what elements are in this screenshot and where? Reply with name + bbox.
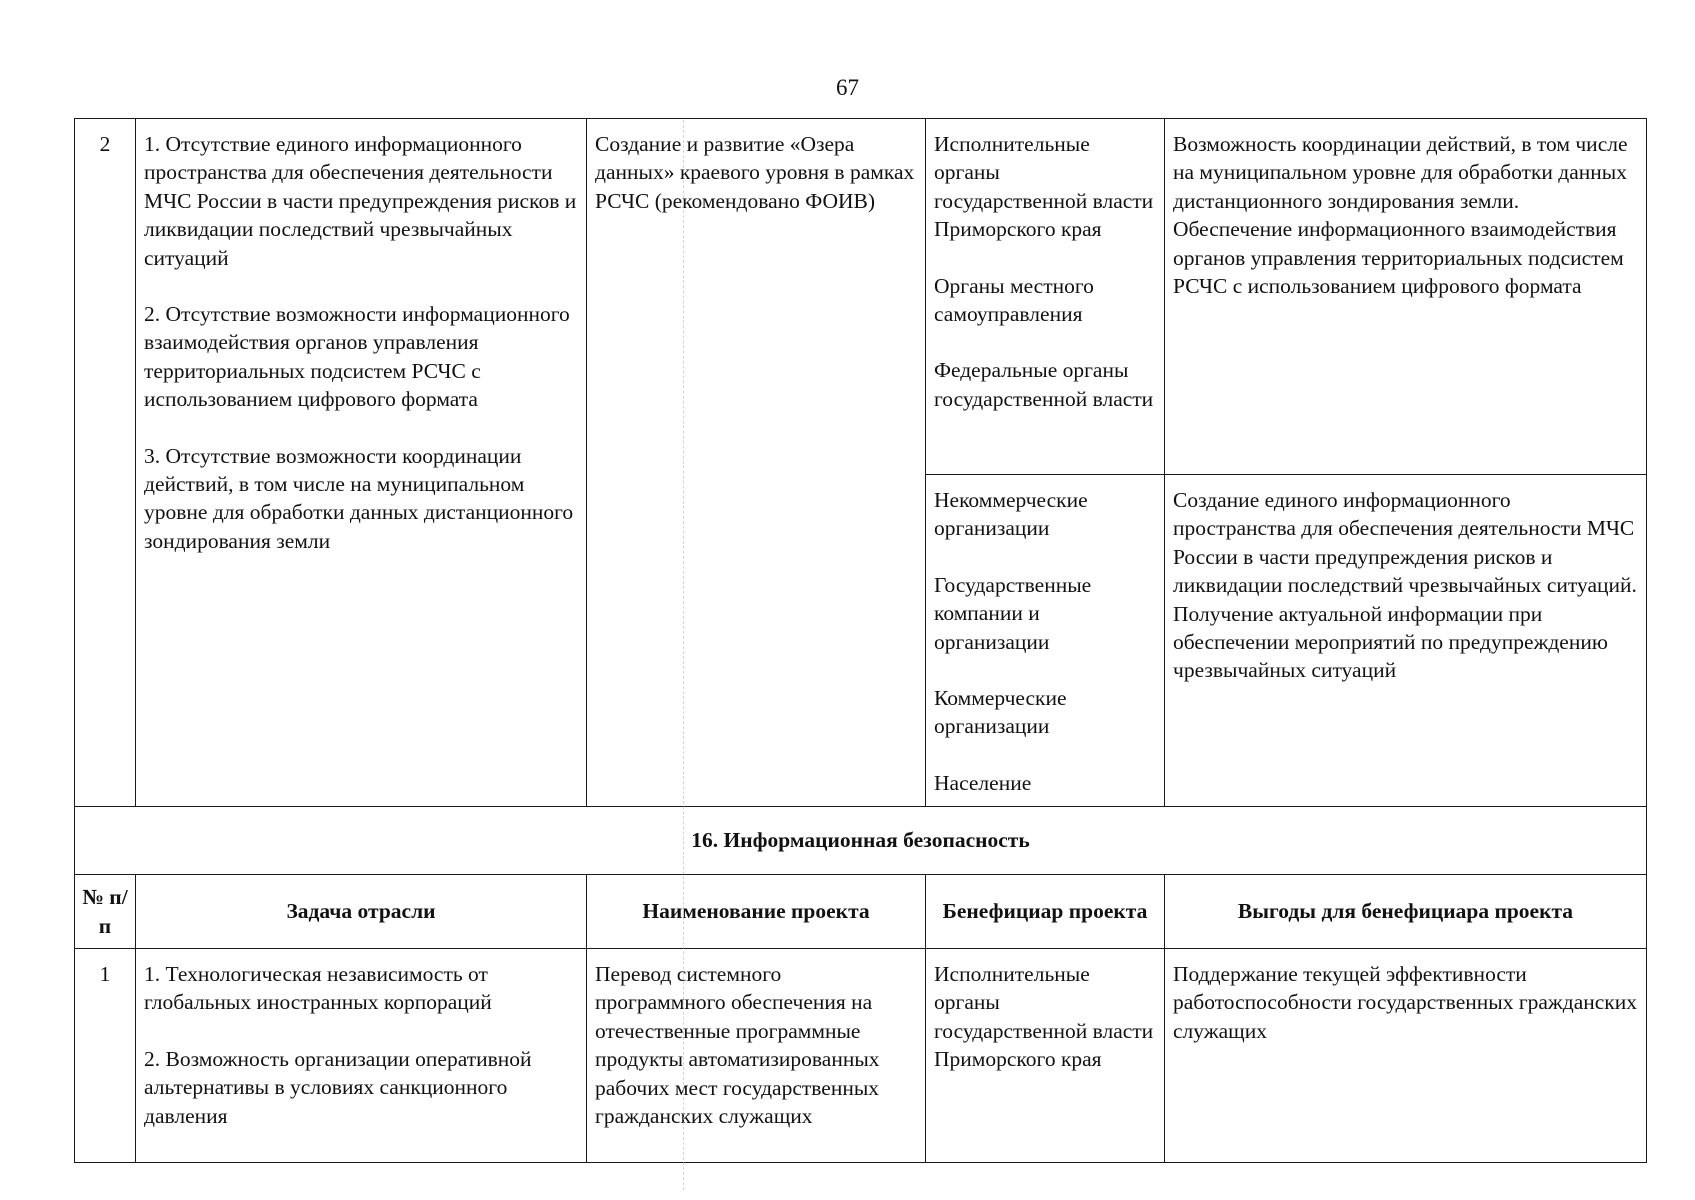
benefits-cell: Создание единого информационного пространства для обеспечения деятельности МЧС России в части предупреждения рисков и ликвидации последствий чрезвычайных ситуаций. Получение актуальной информации при обеспечении мероприятий по предупреждению чрезвычайных ситуаций xyxy=(1165,475,1647,807)
beneficiary-item: Государственные компании и организации xyxy=(934,572,1092,654)
header-project: Наименование проекта xyxy=(587,875,926,949)
scan-fold-line xyxy=(683,120,684,1190)
beneficiary-item: Федеральные органы государственной власти xyxy=(934,358,1154,411)
task-paragraph-2: 2. Отсутствие возможности информационного взаимодействия органов управления территориальных подсистем РСЧС с использованием цифрового формата xyxy=(144,302,570,412)
beneficiary-item: Коммерческие организации xyxy=(934,686,1067,739)
benefits-cell: Поддержание текущей эффективности работоспособности государственных гражданских служащих xyxy=(1165,949,1647,1163)
beneficiary-cell xyxy=(926,475,1165,807)
section-title: 16. Информационная безопасность xyxy=(75,807,1647,875)
projects-table xyxy=(74,118,1647,1163)
project-name-cell: Перевод системного программного обеспечения на отечественные программные продукты автоматизированных рабочих мест государственных гражданских служащих xyxy=(587,949,926,1163)
task-paragraph-1: 1. Технологическая независимость от глобальных иностранных корпораций xyxy=(144,962,492,1015)
task-cell xyxy=(136,119,587,807)
beneficiary-item: Исполнительные органы государственной власти Приморского края xyxy=(934,132,1154,242)
benefit-item: Возможность координации действий, в том числе на муниципальном уровне для обработки данных дистанционного зондирования земли. xyxy=(1173,132,1628,213)
table-row-project-2 xyxy=(75,119,1647,475)
benefit-item: Обеспечение информационного взаимодействия органов управления территориальных подсистем РСЧС с использованием цифрового формата xyxy=(1173,217,1624,299)
section-row xyxy=(75,807,1647,875)
table-row-project-1 xyxy=(75,949,1647,1163)
header-task: Задача отрасли xyxy=(136,875,587,949)
table-header-row xyxy=(75,875,1647,949)
task-paragraph-1: 1. Отсутствие единого информационного пространства для обеспечения деятельности МЧС России в части предупреждения рисков и ликвидации последствий чрезвычайных ситуаций xyxy=(144,132,577,270)
row-number-cell: 1 xyxy=(75,949,136,1163)
header-beneficiary: Бенефициар проекта xyxy=(926,875,1165,949)
beneficiary-cell: Исполнительные органы государственной власти Приморского края xyxy=(926,949,1165,1163)
benefits-cell xyxy=(1165,119,1647,475)
page-number: 67 xyxy=(836,75,859,100)
beneficiary-item: Население xyxy=(934,770,1032,795)
header-benefits: Выгоды для бенефициара проекта xyxy=(1165,875,1647,949)
beneficiary-item: Некоммерческие организации xyxy=(934,488,1088,541)
beneficiary-item: Органы местного самоуправления xyxy=(934,273,1094,327)
task-cell xyxy=(136,949,587,1163)
beneficiary-cell xyxy=(926,119,1165,475)
project-name-cell: Создание и развитие «Озера данных» краевого уровня в рамках РСЧС (рекомендовано ФОИВ) xyxy=(587,119,926,807)
task-paragraph-3: 3. Отсутствие возможности координации действий, в том числе на муниципальном уровне для обработки данных дистанционного зондирования земли xyxy=(144,443,574,553)
task-paragraph-2: 2. Возможность организации оперативной альтернативы в условиях санкционного давления xyxy=(144,1046,532,1128)
row-number-cell: 2 xyxy=(75,119,136,807)
header-num: № п/п xyxy=(75,875,136,949)
